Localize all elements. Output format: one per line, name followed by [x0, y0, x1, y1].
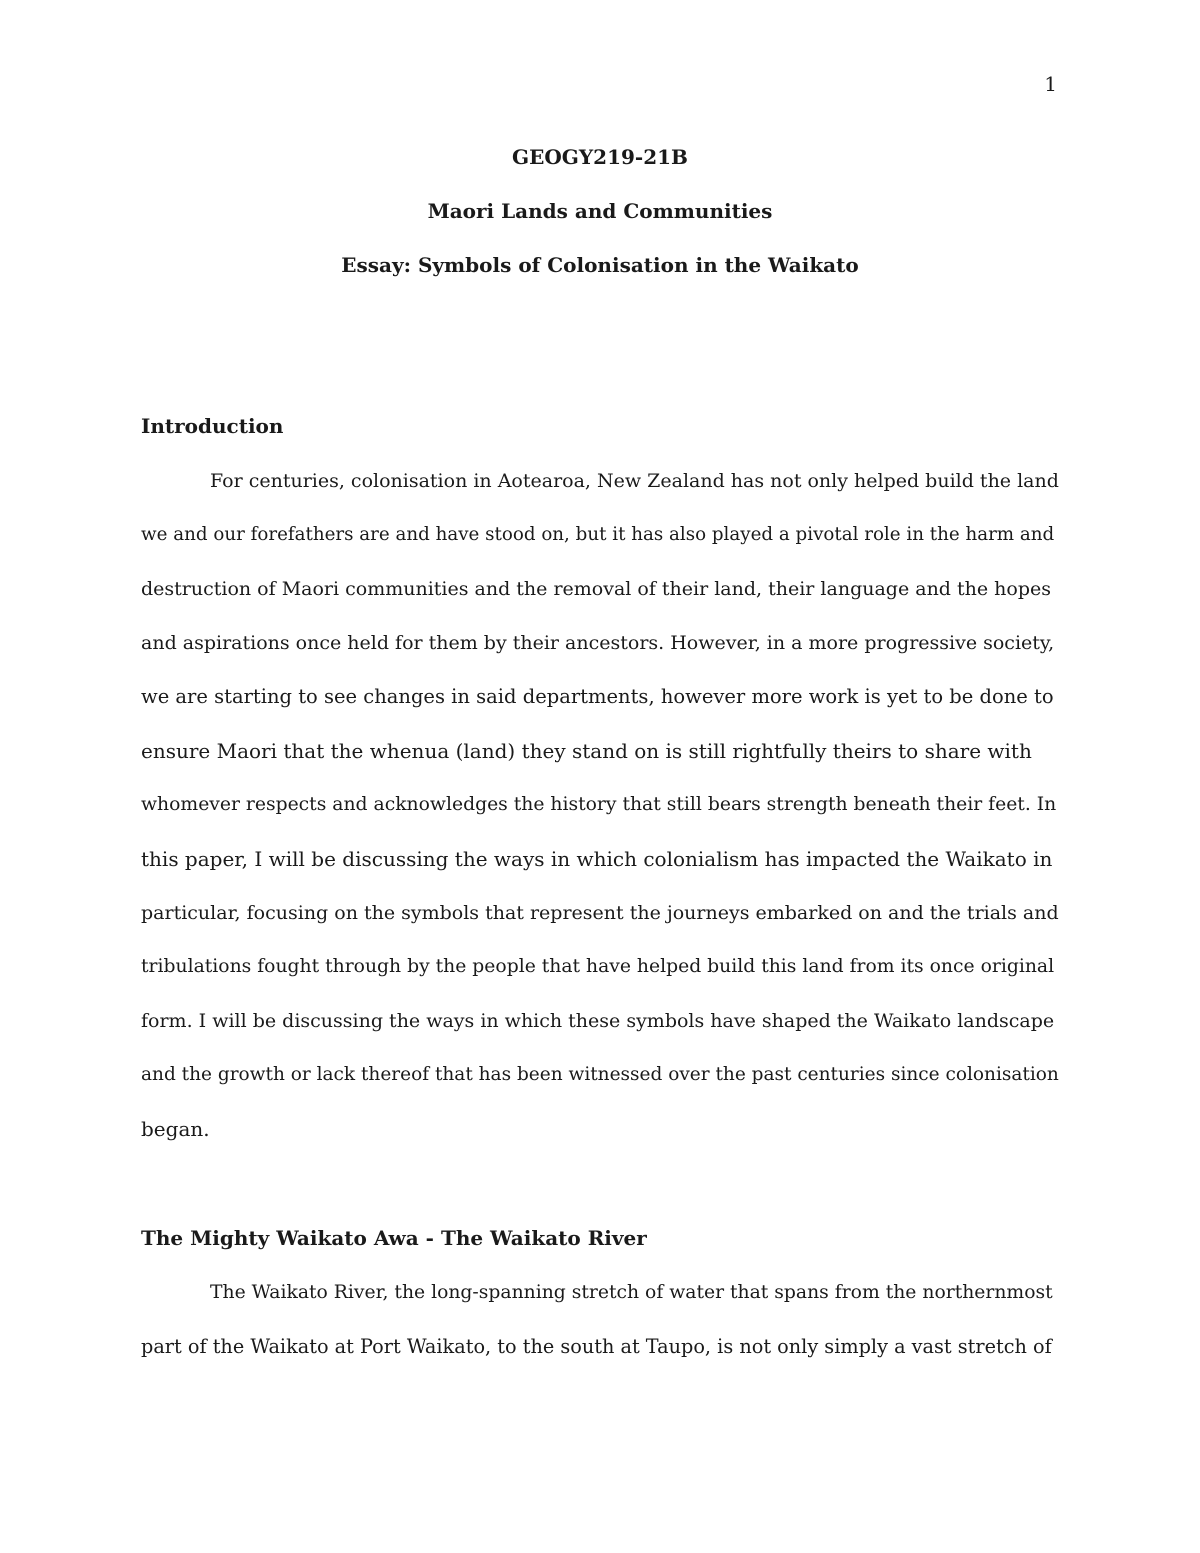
paragraph-line: particular, focusing on the symbols that represent the journeys embarked on and the trials and	[141, 902, 1059, 924]
paragraph-line: began.	[141, 1117, 210, 1141]
paragraph-line: and aspirations once held for them by their ancestors. However, in a more progressive society,	[141, 632, 1055, 654]
paragraph-line: whomever respects and acknowledges the history that still bears strength beneath their feet. In	[141, 794, 1057, 815]
course-code: GEOGY219-21B	[512, 145, 688, 169]
paragraph-line: this paper, I will be discussing the ways in which colonialism has impacted the Waikato in	[141, 847, 1053, 871]
section-heading-introduction: Introduction	[141, 414, 284, 438]
paragraph-line: The Waikato River, the long-spanning stretch of water that spans from the northernmost	[210, 1282, 1053, 1303]
essay-title: Essay: Symbols of Colonisation in the Waikato	[341, 253, 859, 277]
paragraph-line: destruction of Maori communities and the removal of their land, their language and the hopes	[141, 578, 1051, 600]
paragraph-line: we are starting to see changes in said departments, however more work is yet to be done to	[141, 685, 1054, 708]
page-number: 1	[1044, 72, 1057, 96]
paragraph-line: part of the Waikato at Port Waikato, to the south at Taupo, is not only simply a vast stretch of	[141, 1335, 1052, 1358]
paragraph-line: ensure Maori that the whenua (land) they stand on is still rightfully theirs to share with	[141, 739, 1032, 763]
paragraph-line: form. I will be discussing the ways in which these symbols have shaped the Waikato landscape	[141, 1010, 1055, 1032]
paragraph-line: For centuries, colonisation in Aotearoa, New Zealand has not only helped build the land	[210, 470, 1059, 492]
paragraph-line: we and our forefathers are and have stood on, but it has also played a pivotal role in the harm and	[141, 524, 1055, 545]
course-title: Maori Lands and Communities	[427, 199, 773, 223]
paragraph-line: tribulations fought through by the people that have helped build this land from its once original	[141, 956, 1055, 977]
paragraph-line: and the growth or lack thereof that has been witnessed over the past centuries since colonisation	[141, 1064, 1059, 1085]
section-heading-waikato-river: The Mighty Waikato Awa - The Waikato River	[141, 1226, 647, 1250]
